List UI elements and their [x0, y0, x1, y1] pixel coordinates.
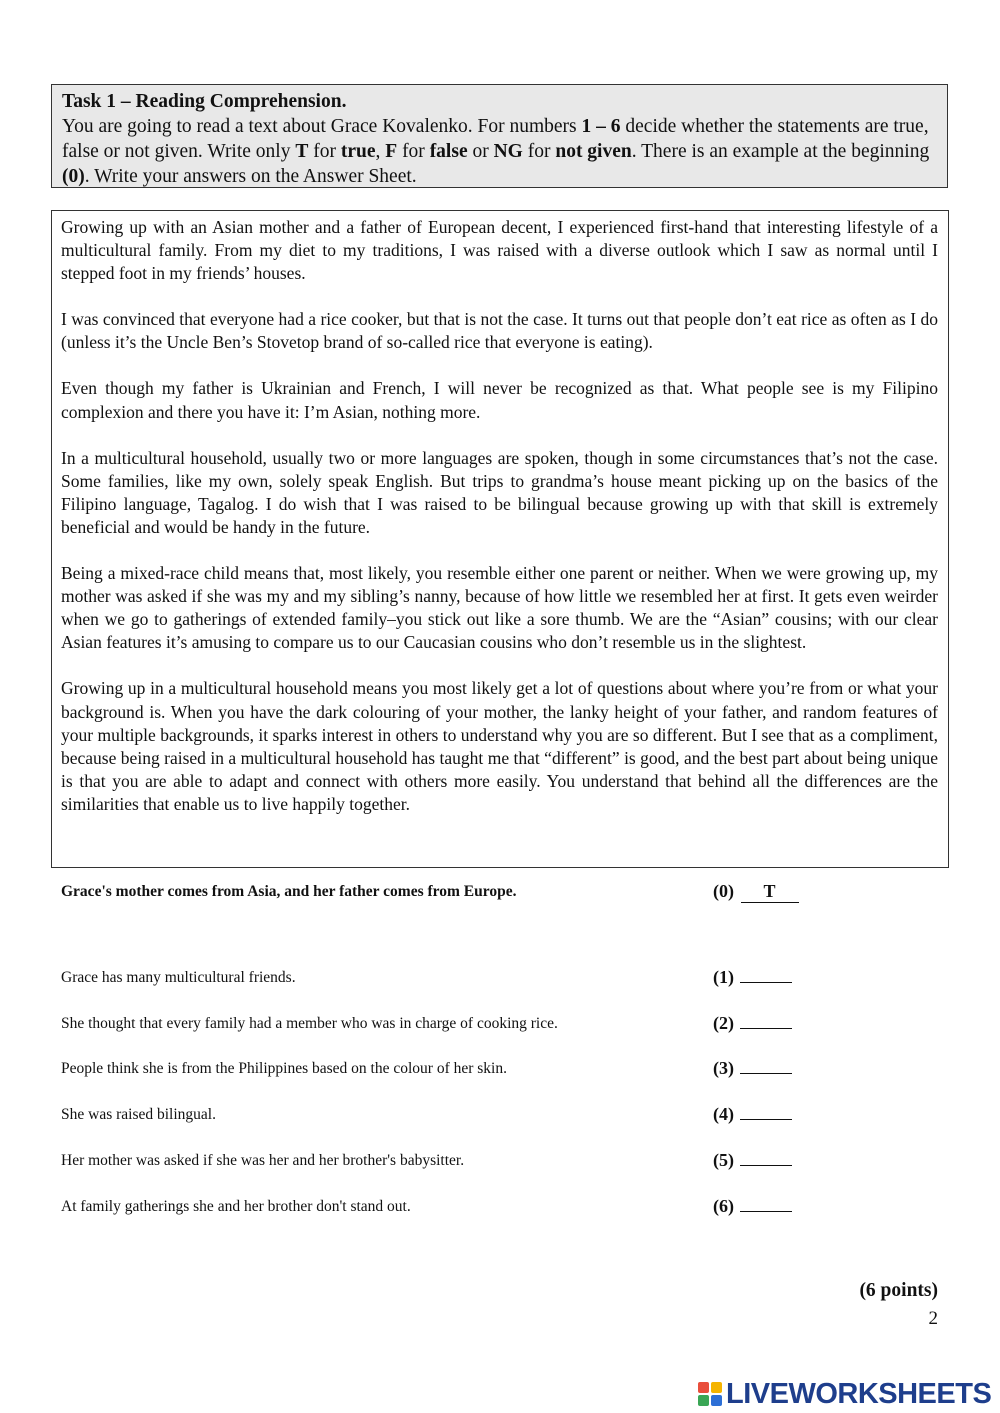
page-number: 2 — [928, 1308, 938, 1329]
intro-text: for — [397, 141, 430, 162]
intro-text: . There is an example at the beginning — [631, 141, 930, 162]
answer-blank-3[interactable] — [740, 1057, 792, 1074]
answer-blank-5[interactable] — [740, 1149, 792, 1166]
statement-3: People think she is from the Philippines based on the colour of her skin. — [61, 1060, 507, 1077]
statement-5: Her mother was asked if she was her and her brother's babysitter. — [61, 1152, 465, 1169]
passage-paragraph: I was convinced that everyone had a rice cooker, but that is not the case. It turns out that people don’t eat rice as often as I do (unless it’s the Uncle Ben’s Stovetop brand of so-called rice that everyone is eating). — [61, 309, 938, 353]
answer-line-1 — [713, 966, 792, 988]
answer-number: (4) — [713, 1104, 734, 1124]
f-word: false — [429, 141, 468, 162]
intro-text: for — [522, 141, 556, 162]
example-marker: (0) — [62, 166, 85, 187]
answer-number: (2) — [713, 1013, 734, 1033]
answer-line-2 — [713, 1012, 792, 1034]
ng-letter: NG — [493, 141, 523, 162]
t-letter: T — [295, 141, 309, 162]
answer-blank-4[interactable] — [740, 1103, 792, 1120]
passage-paragraph: Growing up in a multicultural household means you most likely get a lot of questions about where you’re from or what your background is. When you have the dark colouring of your mother, the lanky height of your father, and random features of your multiple backgrounds, it sparks interest in others to understand why you are so different. But I see that as a compliment, because being raised in a multicultural household has taught me that “different” is good, and the best part about being unique is that you are able to adapt and connect with others more easily. You understand that behind all the differences are the similarities that enable us to live happily together. — [61, 678, 938, 814]
intro-text: . Write your answers on the Answer Sheet. — [84, 166, 417, 187]
reading-passage — [51, 210, 949, 868]
answer-line-3 — [713, 1057, 792, 1079]
task-instructions-box — [51, 84, 948, 188]
f-letter: F — [385, 141, 398, 162]
answer-blank-1[interactable] — [740, 966, 792, 983]
t-word: true — [340, 141, 376, 162]
logo-square-icon — [698, 1395, 709, 1406]
example-answer-line — [713, 880, 799, 903]
answer-number: (5) — [713, 1150, 734, 1170]
answer-number: (3) — [713, 1058, 734, 1078]
intro-text: You are going to read a text about Grace Kovalenko. For numbers — [62, 116, 582, 137]
intro-text: , — [375, 141, 386, 162]
answer-blank-2[interactable] — [740, 1012, 792, 1029]
intro-text: decide whether the statements are true, false or not given. Write only — [62, 116, 929, 162]
logo-square-icon — [711, 1395, 722, 1406]
task-title: Task 1 – Reading Comprehension. — [62, 91, 347, 112]
liveworksheets-logo-icon — [698, 1382, 722, 1406]
brand-name: LIVEWORKSHEETS — [726, 1377, 992, 1410]
points-total: (6 points) — [859, 1280, 938, 1301]
statement-1: Grace has many multicultural friends. — [61, 969, 296, 986]
liveworksheets-brand — [698, 1379, 991, 1409]
statement-2: She thought that every family had a member who was in charge of cooking rice. — [61, 1015, 558, 1032]
example-statement: Grace's mother comes from Asia, and her father comes from Europe. — [61, 883, 517, 900]
answer-number: (6) — [713, 1196, 734, 1216]
statement-4: She was raised bilingual. — [61, 1106, 216, 1123]
passage-paragraph: Being a mixed-race child means that, most likely, you resemble either one parent or neither. When we were growing up, my mother was asked if she was my and my sibling’s nanny, because of how little we resembled her at first. It gets even weirder when we go to gatherings of extended family–you stick out like a sore thumb. We are the “Asian” cousins; with our clear Asian features it’s amusing to compare us to our Caucasian cousins who don’t resemble us in the slightest. — [61, 563, 938, 653]
ng-word: not given — [555, 141, 632, 162]
task-intro — [62, 116, 929, 187]
intro-range: 1 – 6 — [581, 116, 621, 137]
answer-number: (1) — [713, 967, 734, 987]
intro-text: for — [308, 141, 341, 162]
statement-6: At family gatherings she and her brother don't stand out. — [61, 1198, 411, 1215]
passage-paragraph: In a multicultural household, usually two or more languages are spoken, though in some circumstances that’s not the case. Some families, like my own, solely speak English. But trips to grandma’s house meant picking up on the basics of the Filipino language, Tagalog. I do wish that I was raised to be bilingual because growing up with that skill is extremely beneficial and would be handy in the future. — [61, 447, 938, 537]
example-number: (0) — [713, 881, 734, 901]
logo-square-icon — [711, 1382, 722, 1393]
logo-square-icon — [698, 1382, 709, 1393]
answer-line-6 — [713, 1195, 792, 1217]
passage-paragraph: Even though my father is Ukrainian and French, I will never be recognized as that. What people see is my Filipino complexion and there you have it: I’m Asian, nothing more. — [61, 378, 938, 422]
intro-text: or — [467, 141, 494, 162]
answer-line-5 — [713, 1149, 792, 1171]
answer-line-4 — [713, 1103, 792, 1125]
passage-paragraph: Growing up with an Asian mother and a father of European decent, I experienced first-hand that interesting lifestyle of a multicultural family. From my diet to my traditions, I was raised with a diverse outlook which I saw as normal until I stepped foot in my friends’ houses. — [61, 217, 938, 284]
answer-blank-6[interactable] — [740, 1195, 792, 1212]
example-answer: T — [741, 880, 799, 903]
